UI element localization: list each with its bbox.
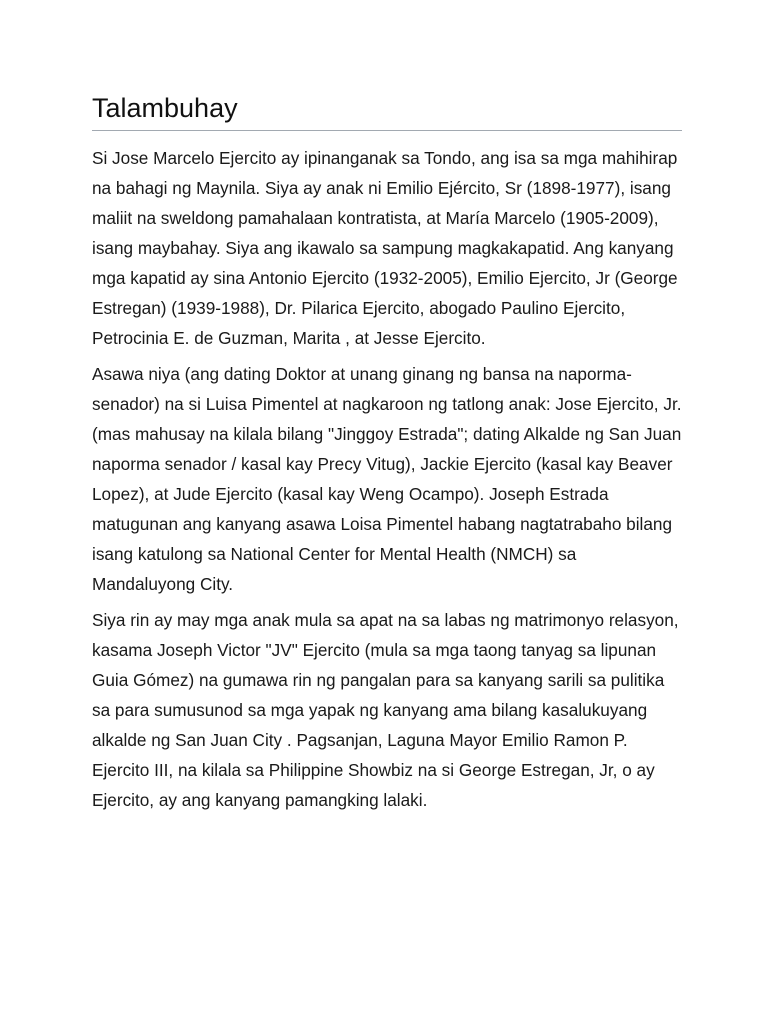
paragraph-other-children: Siya rin ay may mga anak mula sa apat na sa labas ng matrimonyo relasyon, kasama Joseph Victor "JV" Ejercito (mula sa mga taong tanyag sa lipunan Guia Gómez) na gumawa rin ng pangalan para sa kanyang sarili sa pulitika sa para sumusunod sa mga yapak ng kanyang ama bilang kasalukuyang alkalde ng San Juan City . Pagsanjan, Laguna Mayor Emilio Ramon P. Ejercito III, na kilala sa Philippine Showbiz na si George Estregan, Jr, o ay Ejercito, ay ang kanyang pamangking lalaki. xyxy=(92,610,679,810)
paragraph-early-life: Si Jose Marcelo Ejercito ay ipinanganak sa Tondo, ang isa sa mga mahihirap na bahagi ng Maynila. Siya ay anak ni Emilio Ejército, Sr (1898-1977), isang maliit na sweldong pamahalaan kontratista, at María Marcelo (1905-2009), isang maybahay. Siya ang ikawalo sa sampung magkakapatid. Ang kanyang mga kapatid ay sina Antonio Ejercito (1932-2005), Emilio Ejercito, Jr (George Estregan) (1939-1988), Dr. Pilarica Ejercito, abogado Paulino Ejercito, Petrocinia E. de Guzman, Marita , at Jesse Ejercito. xyxy=(92,148,678,348)
article-content xyxy=(92,88,682,815)
paragraph-marriage: Asawa niya (ang dating Doktor at unang ginang ng bansa na naporma-senador) na si Luisa Pimentel at nagkaroon ng tatlong anak: Jose Ejercito, Jr. (mas mahusay na kilala bilang "Jinggoy Estrada"; dating Alkalde ng San Juan naporma senador / kasal kay Precy Vitug), Jackie Ejercito (kasal kay Beaver Lopez), at Jude Ejercito (kasal kay Weng Ocampo). Joseph Estrada matugunan ang kanyang asawa Loisa Pimentel habang nagtatrabaho bilang isang katulong sa National Center for Mental Health (NMCH) sa Mandaluyong City. xyxy=(92,364,682,594)
section-heading: Talambuhay xyxy=(92,88,682,131)
